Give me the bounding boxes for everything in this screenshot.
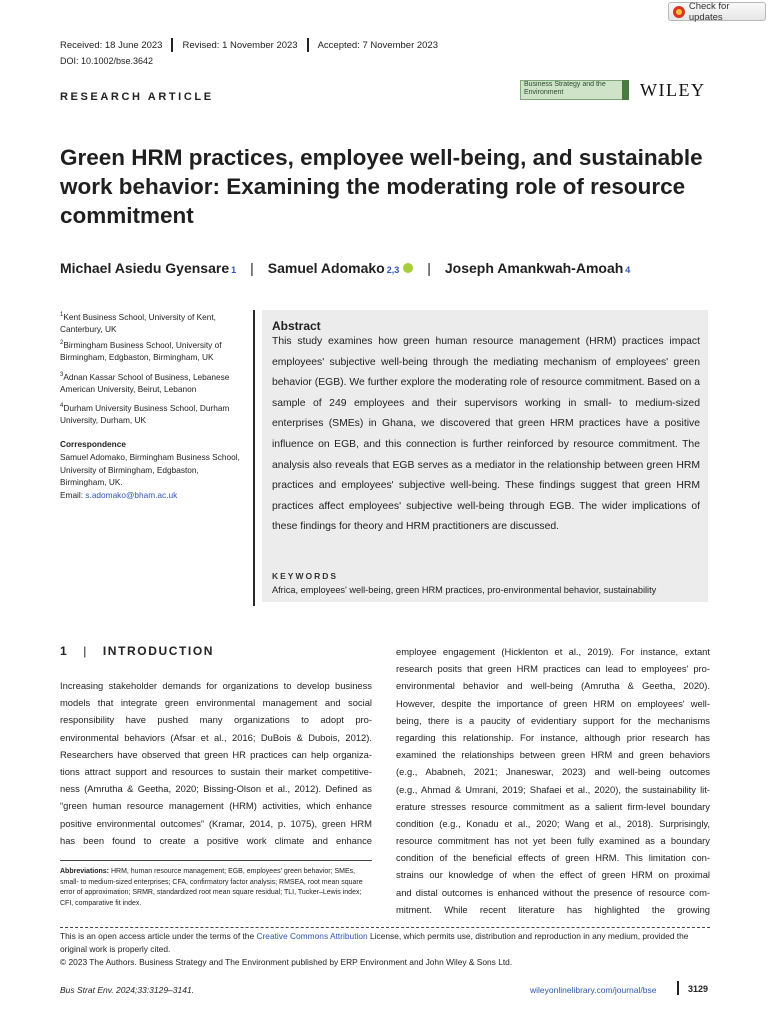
body-line: employee engagement (Hicklenton et al., 2019). For instance, extant <box>396 646 710 657</box>
affiliation-number: 4 <box>60 403 64 409</box>
email-link[interactable]: s.adomako@bham.ac.uk <box>85 489 178 500</box>
body-line: research posits that green HRM practices can lead to employees' pro- <box>396 663 710 675</box>
footnote-rule <box>60 860 372 861</box>
abbreviations-text: HRM, human resource management; EGB, employees' green behavior; SMEs, small- to medium-sized enterprises; CFA, confirmatory factor analysis; RMSEA, root mean square error of approximation; SRMR, standardized root mean square residual; TLI, Tucker–Lewis index; CFI, comparative fit index. <box>60 868 363 907</box>
body-line: “green human resource management (HRM) activities, which enhance <box>60 800 372 812</box>
check-updates-label: Check for updates <box>688 0 730 23</box>
body-line: responsibility have pushed many organizations to adopt pro- <box>60 714 372 726</box>
body-line: environmental behavior and well-being (Amrutha & Geetha, 2020). <box>396 680 710 692</box>
journal-url-link[interactable]: wileyonlinelibrary.com/journal/bse <box>530 985 657 995</box>
section-number: 1 <box>60 644 69 658</box>
article-dates <box>60 38 438 52</box>
journal-logo-bar <box>622 80 629 100</box>
left-column <box>60 677 372 849</box>
copyright-text: © 2023 The Authors. Business Strategy and The Environment published by ERP Environment and John Wiley & Sons Ltd. <box>60 957 513 967</box>
affiliation-text: Adnan Kassar School of Business, Lebanese American University, Beirut, Lebanon <box>60 371 230 395</box>
received-date: Received: 18 June 2023 <box>60 39 163 51</box>
body-line: condition of the beneficial effects of green HRM. This limitation con- <box>396 852 710 864</box>
abstract-text: This study examines how green human resource management (HRM) practices impact employees' subjective well-being through the mediating mechanism of employees' green behavior (EGB). We further explore the moderating role of resource commitment. Based on a sample of 249 employees and their supervisors working in small- to medium-sized enterprises (SMEs) in Ghana, we discovered that green HRM practices have a positive influence on EGB, and this connection is further reinforced by resource commitment. The analysis also reveals that EGB serves as a mediator in the relationship between green HRM practices and employees' subjective well-being. These findings suggest that green HRM practices affect employees' subjective well-being through EGB. The wider implications of these findings for theory and HRM practitioners are discussed. <box>272 336 700 533</box>
accepted-date: Accepted: 7 November 2023 <box>317 39 438 51</box>
author-list <box>60 260 630 276</box>
body-line: condition (e.g., Konadu et al., 2020; Wang et al., 2018). Surprisingly, <box>396 817 710 829</box>
orcid-icon[interactable] <box>403 263 413 273</box>
section-heading <box>60 644 214 658</box>
keywords-heading: KEYWORDS <box>272 571 339 581</box>
affiliation <box>60 309 240 336</box>
author-separator: | <box>250 260 254 276</box>
open-access-divider <box>60 927 710 928</box>
body-line: has been found to create a positive work climate and enhance <box>60 834 372 846</box>
correspondence-heading: Correspondence <box>60 439 126 449</box>
keywords-text: Africa, employees' well-being, green HRM practices, pro-environmental behavior, sustainability <box>272 585 657 595</box>
affiliation <box>60 369 240 396</box>
page-number: 3129 <box>688 984 709 994</box>
author-affiliation-mark[interactable]: 1 <box>231 265 237 275</box>
affiliation-number: 2 <box>60 340 64 346</box>
body-line: erature stresses resource commitment as a salient firm-level boundary <box>396 800 710 812</box>
license-text: License, which permits use, distribution and reproduction in any medium, provided the original work is properly cited. <box>60 931 689 954</box>
author-name[interactable]: Samuel Adomako <box>267 260 385 276</box>
body-line: mitment. While recent literature has highlighted the growing <box>396 903 710 915</box>
correspondence-text <box>60 451 240 501</box>
body-line: models that integrate green environmental management and social <box>60 697 372 709</box>
footer-divider <box>677 981 679 995</box>
journal-logo: Business Strategy and the Environment <box>520 80 628 100</box>
body-line: environmental behaviors (Afsar et al., 2016; DuBois & Dubois, 2012). <box>60 731 372 743</box>
body-line: Increasing stakeholder demands for organizations to develop business <box>60 680 372 691</box>
author-separator: | <box>427 260 431 276</box>
body-line: resource commitment has not yet been fully examined as a boundary <box>396 835 710 847</box>
abstract-heading: Abstract <box>272 319 321 333</box>
author-name[interactable]: Michael Asiedu Gyensare <box>60 260 230 276</box>
author-affiliation-mark[interactable]: 2,3 <box>386 265 400 275</box>
affiliation-text: Kent Business School, University of Kent, Canterbury, UK <box>60 311 216 335</box>
abstract-rule <box>253 310 255 606</box>
body-line: being, there is a paucity of evidentiary support for the mechanisms <box>396 714 710 726</box>
author-name[interactable]: Joseph Amankwah-Amoah <box>444 260 624 276</box>
abbreviations-footnote <box>60 867 372 909</box>
affiliation-number: 1 <box>60 312 64 318</box>
check-for-updates-button[interactable] <box>668 2 766 21</box>
date-divider <box>171 38 173 52</box>
body-line: ness (Amrutha & Geetha, 2020; Bissing-Olson et al., 2012). Defined as <box>60 783 372 795</box>
body-line: (e.g., Ahmad & Umrani, 2019; Shafaei et al., 2020), the sustainability lit- <box>396 783 710 795</box>
author-affiliation-mark[interactable]: 4 <box>625 265 631 275</box>
body-line: tions attract support and resources to sustain their market competitive- <box>60 765 372 777</box>
body-line: positive environmental outcomes” (Kramar, 2014, p. 1075), green HRM <box>60 817 372 829</box>
date-divider <box>307 38 309 52</box>
check-updates-icon <box>673 6 685 18</box>
license-link[interactable]: Creative Commons Attribution <box>256 931 368 941</box>
affiliation-number: 3 <box>60 372 64 378</box>
publisher-logo: WILEY <box>640 80 706 100</box>
correspondence-address: Samuel Adomako, Birmingham Business School, University of Birmingham, Edgbaston, Birmingham, UK. <box>60 452 240 487</box>
right-column <box>396 643 710 918</box>
open-access-notice <box>60 930 710 969</box>
section-title: INTRODUCTION <box>102 644 215 658</box>
doi[interactable]: DOI: 10.1002/bse.3642 <box>60 56 154 66</box>
affiliation-text: Birmingham Business School, University of Birmingham, Edgbaston, Birmingham, UK <box>60 339 222 363</box>
body-line: strains our knowledge of when the effect of green HRM on proximal <box>396 869 710 881</box>
email-label: Email: <box>60 489 86 500</box>
body-line: regarding this relationship. For instance, although prior research has <box>396 731 710 743</box>
body-line: (e.g., Ababneh, 2021; Jnaneswar, 2023) and well-being outcomes <box>396 766 710 778</box>
body-line: Researchers have observed that green HR practices can help organiza- <box>60 748 372 760</box>
section-separator: | <box>83 644 88 658</box>
affiliation <box>60 337 240 364</box>
journal-citation: Bus Strat Env. 2024;33:3129–3141. <box>60 985 195 995</box>
abbreviations-label: Abbreviations: <box>60 868 110 875</box>
body-line: However, despite the importance of green HRM on employees' well- <box>396 697 710 709</box>
affiliation-text: Durham University Business School, Durham University, Durham, UK <box>60 402 230 426</box>
article-title: Green HRM practices, employee well-being, and sustainable work behavior: Examining the moderating role of resource commitment <box>60 145 703 228</box>
body-line: and distal outcomes is enhanced without the presence of resource com- <box>396 886 710 898</box>
body-line: examined the relationships between green HRM and green behaviors <box>396 749 710 761</box>
license-text: This is an open access article under the terms of the <box>60 931 257 941</box>
revised-date: Revised: 1 November 2023 <box>182 39 298 51</box>
article-type: RESEARCH ARTICLE <box>60 91 214 103</box>
affiliation <box>60 400 240 427</box>
